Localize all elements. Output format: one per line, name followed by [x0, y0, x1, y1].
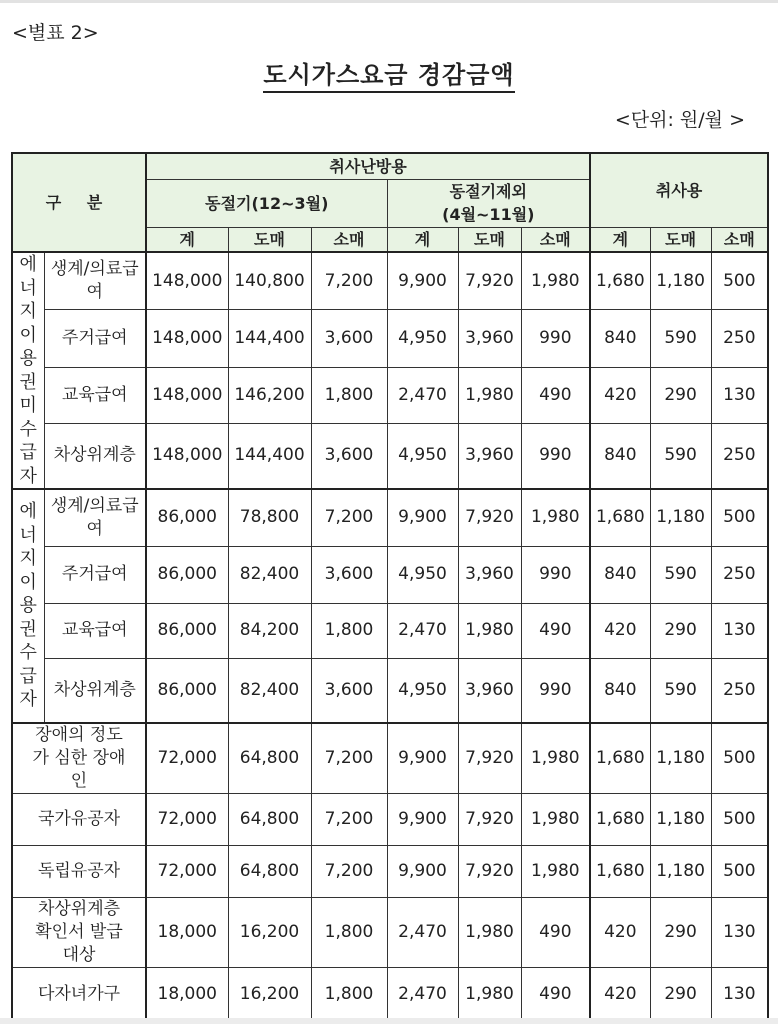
value-non-winter-total: 4,950	[387, 423, 458, 489]
value-winter-total: 18,000	[146, 898, 228, 968]
unit-label: <단위: 원/월 >	[614, 109, 745, 131]
table-row	[12, 658, 768, 723]
value-non-winter-retail: 490	[521, 603, 590, 658]
bottom-border	[0, 1018, 778, 1024]
value-non-winter-total: 9,900	[387, 489, 458, 546]
value-winter-retail: 1,800	[311, 367, 387, 423]
row-category: 국가유공자	[12, 794, 146, 846]
table-row	[12, 367, 768, 423]
value-winter-retail: 7,200	[311, 794, 387, 846]
group-label: 에너지이용권수급자	[12, 489, 44, 723]
value-winter-total: 86,000	[146, 489, 228, 546]
value-non-winter-wholesale: 3,960	[458, 658, 521, 723]
value-non-winter-retail: 490	[521, 968, 590, 1022]
value-cooking-wholesale: 1,180	[650, 252, 711, 310]
value-winter-wholesale: 64,800	[228, 846, 311, 898]
value-winter-retail: 7,200	[311, 252, 387, 310]
value-cooking-total: 840	[590, 310, 650, 368]
value-cooking-retail: 250	[711, 423, 768, 489]
value-non-winter-retail: 990	[521, 423, 590, 489]
value-winter-total: 86,000	[146, 603, 228, 658]
header-cooking: 취사용	[590, 153, 768, 227]
value-cooking-total: 420	[590, 603, 650, 658]
value-non-winter-retail: 490	[521, 898, 590, 968]
value-non-winter-wholesale: 3,960	[458, 310, 521, 368]
value-cooking-retail: 500	[711, 846, 768, 898]
header-non-winter	[387, 179, 590, 227]
value-winter-wholesale: 64,800	[228, 794, 311, 846]
value-winter-wholesale: 78,800	[228, 489, 311, 546]
value-cooking-wholesale: 290	[650, 367, 711, 423]
row-category: 차상위계층	[44, 658, 146, 723]
table-row	[12, 794, 768, 846]
value-non-winter-wholesale: 7,920	[458, 723, 521, 794]
row-category: 차상위계층 확인서 발급대상	[12, 898, 146, 968]
subheader-cooking-retail: 소매	[711, 227, 768, 252]
value-cooking-total: 1,680	[590, 252, 650, 310]
row-category: 주거급여	[44, 310, 146, 368]
value-winter-wholesale: 64,800	[228, 723, 311, 794]
value-non-winter-total: 2,470	[387, 367, 458, 423]
table-row	[12, 489, 768, 546]
subheader-winter-wholesale: 도매	[228, 227, 311, 252]
value-winter-retail: 3,600	[311, 310, 387, 368]
value-non-winter-retail: 990	[521, 658, 590, 723]
header-heating-group: 취사난방용	[146, 153, 590, 179]
value-cooking-wholesale: 290	[650, 603, 711, 658]
row-category: 교육급여	[44, 367, 146, 423]
value-non-winter-retail: 1,980	[521, 794, 590, 846]
value-winter-wholesale: 146,200	[228, 367, 311, 423]
value-non-winter-wholesale: 3,960	[458, 546, 521, 603]
table-row	[12, 846, 768, 898]
value-cooking-retail: 500	[711, 794, 768, 846]
header-non-winter-sub: (4월~11월)	[442, 205, 535, 224]
subheader-winter-retail: 소매	[311, 227, 387, 252]
value-non-winter-wholesale: 7,920	[458, 794, 521, 846]
value-non-winter-retail: 1,980	[521, 723, 590, 794]
value-cooking-total: 840	[590, 546, 650, 603]
value-non-winter-wholesale: 7,920	[458, 846, 521, 898]
value-non-winter-total: 9,900	[387, 846, 458, 898]
value-winter-retail: 1,800	[311, 898, 387, 968]
row-category: 생계/의료급여	[44, 489, 146, 546]
value-winter-retail: 1,800	[311, 603, 387, 658]
value-winter-total: 72,000	[146, 723, 228, 794]
value-cooking-retail: 500	[711, 489, 768, 546]
value-winter-total: 18,000	[146, 968, 228, 1022]
value-cooking-wholesale: 590	[650, 310, 711, 368]
value-cooking-wholesale: 590	[650, 658, 711, 723]
table-row	[12, 546, 768, 603]
value-winter-retail: 3,600	[311, 658, 387, 723]
header-winter: 동절기(12~3월)	[146, 179, 387, 227]
value-winter-total: 148,000	[146, 367, 228, 423]
discount-table	[11, 152, 769, 1023]
value-non-winter-total: 4,950	[387, 310, 458, 368]
value-winter-wholesale: 144,400	[228, 310, 311, 368]
table-row	[12, 968, 768, 1022]
value-non-winter-total: 9,900	[387, 723, 458, 794]
value-winter-total: 148,000	[146, 310, 228, 368]
value-cooking-total: 1,680	[590, 723, 650, 794]
value-non-winter-retail: 490	[521, 367, 590, 423]
value-winter-total: 86,000	[146, 658, 228, 723]
value-non-winter-wholesale: 1,980	[458, 367, 521, 423]
value-non-winter-wholesale: 3,960	[458, 423, 521, 489]
value-non-winter-retail: 990	[521, 310, 590, 368]
subheader-non-winter-total: 계	[387, 227, 458, 252]
value-non-winter-retail: 1,980	[521, 846, 590, 898]
value-cooking-total: 420	[590, 968, 650, 1022]
value-winter-total: 72,000	[146, 846, 228, 898]
value-winter-retail: 3,600	[311, 546, 387, 603]
page-title	[0, 55, 778, 90]
value-cooking-retail: 500	[711, 252, 768, 310]
value-winter-retail: 1,800	[311, 968, 387, 1022]
value-winter-wholesale: 82,400	[228, 546, 311, 603]
value-cooking-wholesale: 1,180	[650, 794, 711, 846]
row-category: 교육급여	[44, 603, 146, 658]
value-winter-total: 72,000	[146, 794, 228, 846]
value-cooking-retail: 250	[711, 310, 768, 368]
row-category: 생계/의료급여	[44, 252, 146, 310]
value-cooking-wholesale: 590	[650, 546, 711, 603]
value-winter-wholesale: 16,200	[228, 898, 311, 968]
value-winter-retail: 3,600	[311, 423, 387, 489]
value-non-winter-wholesale: 1,980	[458, 898, 521, 968]
value-winter-total: 148,000	[146, 252, 228, 310]
value-cooking-wholesale: 590	[650, 423, 711, 489]
value-non-winter-total: 2,470	[387, 603, 458, 658]
table-row	[12, 898, 768, 968]
value-cooking-retail: 130	[711, 367, 768, 423]
value-non-winter-retail: 1,980	[521, 252, 590, 310]
value-cooking-retail: 130	[711, 968, 768, 1022]
value-cooking-retail: 130	[711, 603, 768, 658]
value-non-winter-total: 9,900	[387, 794, 458, 846]
top-border	[0, 0, 778, 3]
value-winter-wholesale: 140,800	[228, 252, 311, 310]
value-cooking-wholesale: 290	[650, 898, 711, 968]
value-cooking-total: 840	[590, 658, 650, 723]
value-non-winter-total: 4,950	[387, 546, 458, 603]
row-category: 장애의 정도가 심한 장애인	[12, 723, 146, 794]
value-non-winter-total: 2,470	[387, 898, 458, 968]
row-category: 차상위계층	[44, 423, 146, 489]
value-cooking-wholesale: 1,180	[650, 846, 711, 898]
value-winter-retail: 7,200	[311, 846, 387, 898]
page-title-text: 도시가스요금 경감금액	[263, 61, 514, 93]
value-winter-wholesale: 84,200	[228, 603, 311, 658]
appendix-label: <별표 2>	[12, 22, 99, 44]
table-row	[12, 603, 768, 658]
value-cooking-retail: 130	[711, 898, 768, 968]
header-category: 구 분	[12, 153, 146, 252]
value-winter-total: 148,000	[146, 423, 228, 489]
value-non-winter-total: 9,900	[387, 252, 458, 310]
value-cooking-wholesale: 290	[650, 968, 711, 1022]
value-cooking-retail: 250	[711, 658, 768, 723]
subheader-winter-total: 계	[146, 227, 228, 252]
value-winter-retail: 7,200	[311, 723, 387, 794]
group-label: 에너지이용권미수급자	[12, 252, 44, 489]
value-cooking-total: 420	[590, 367, 650, 423]
table-row	[12, 310, 768, 368]
subheader-non-winter-wholesale: 도매	[458, 227, 521, 252]
row-category: 다자녀가구	[12, 968, 146, 1022]
value-cooking-total: 1,680	[590, 489, 650, 546]
table-row	[12, 423, 768, 489]
value-non-winter-wholesale: 7,920	[458, 489, 521, 546]
table-row	[12, 252, 768, 310]
value-non-winter-wholesale: 1,980	[458, 603, 521, 658]
value-cooking-total: 1,680	[590, 846, 650, 898]
subheader-cooking-total: 계	[590, 227, 650, 252]
value-winter-retail: 7,200	[311, 489, 387, 546]
subheader-cooking-wholesale: 도매	[650, 227, 711, 252]
value-cooking-retail: 500	[711, 723, 768, 794]
value-cooking-total: 1,680	[590, 794, 650, 846]
subheader-non-winter-retail: 소매	[521, 227, 590, 252]
value-winter-total: 86,000	[146, 546, 228, 603]
value-winter-wholesale: 82,400	[228, 658, 311, 723]
value-non-winter-total: 2,470	[387, 968, 458, 1022]
value-cooking-wholesale: 1,180	[650, 723, 711, 794]
value-non-winter-wholesale: 7,920	[458, 252, 521, 310]
value-cooking-total: 840	[590, 423, 650, 489]
table-row	[12, 723, 768, 794]
value-cooking-retail: 250	[711, 546, 768, 603]
value-non-winter-wholesale: 1,980	[458, 968, 521, 1022]
row-category: 독립유공자	[12, 846, 146, 898]
value-winter-wholesale: 144,400	[228, 423, 311, 489]
value-non-winter-total: 4,950	[387, 658, 458, 723]
header-non-winter-text: 동절기제외	[449, 182, 527, 201]
value-non-winter-retail: 1,980	[521, 489, 590, 546]
row-category: 주거급여	[44, 546, 146, 603]
value-winter-wholesale: 16,200	[228, 968, 311, 1022]
value-non-winter-retail: 990	[521, 546, 590, 603]
value-cooking-wholesale: 1,180	[650, 489, 711, 546]
value-cooking-total: 420	[590, 898, 650, 968]
